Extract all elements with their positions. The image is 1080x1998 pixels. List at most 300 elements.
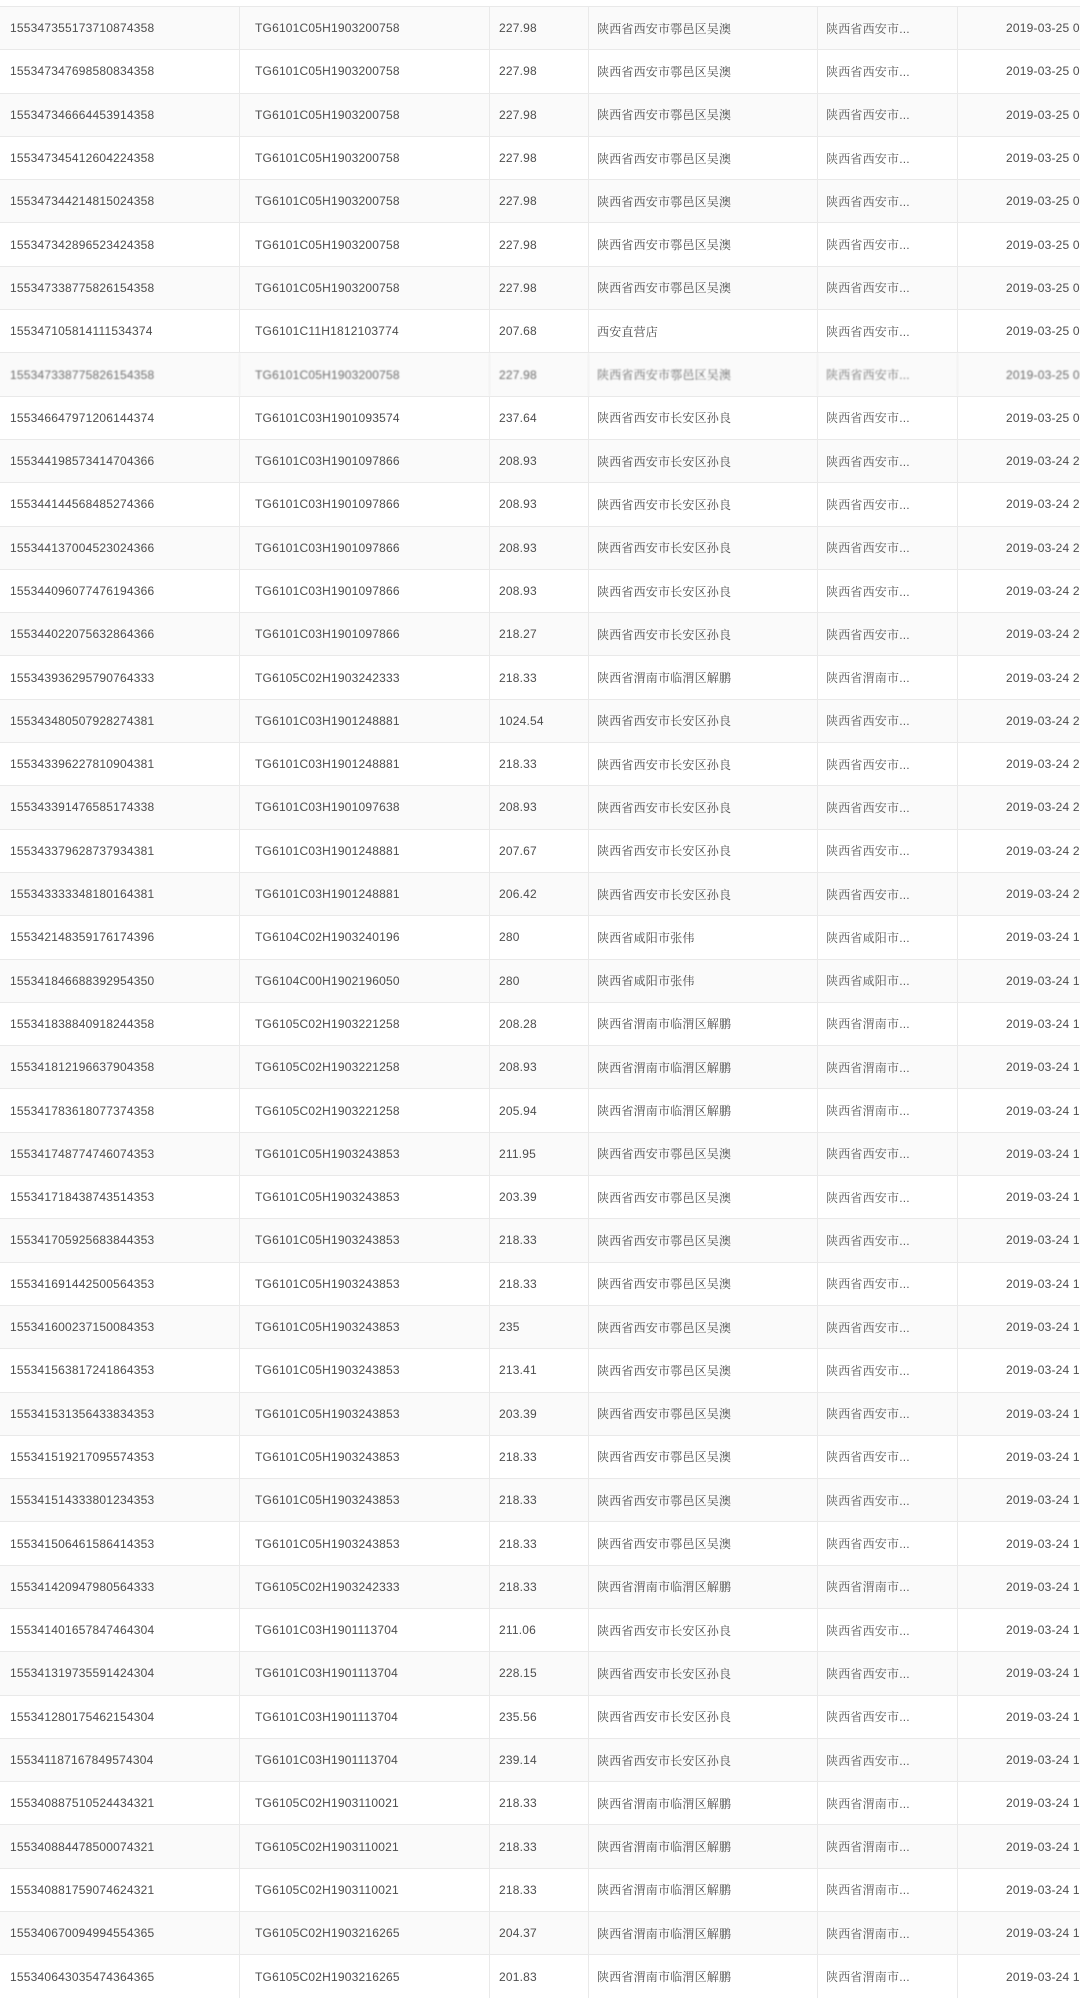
table-row[interactable] — [0, 397, 1080, 440]
table-row[interactable] — [0, 1782, 1080, 1825]
cell-product-code: TG6101C05H1903200758 — [240, 223, 490, 265]
cell-order-id: 155341319735591424304 — [0, 1652, 240, 1694]
cell-order-id: 155344096077476194366 — [0, 570, 240, 612]
table-row[interactable] — [0, 1912, 1080, 1955]
cell-product-code: TG6101C03H1901248881 — [240, 830, 490, 872]
cell-datetime: 2019-03-24 1 — [1006, 973, 1080, 988]
cell-address: 陕西省西安市鄠邑区吴澳 — [589, 267, 818, 309]
partial-row-top — [0, 0, 1080, 7]
table-row[interactable] — [0, 223, 1080, 266]
cell-datetime: 2019-03-24 1 — [1006, 1493, 1080, 1508]
cell-datetime: 2019-03-24 1 — [1006, 1536, 1080, 1551]
table-row[interactable] — [0, 656, 1080, 699]
cell-region-truncated: 陕西省西安市... — [818, 700, 958, 742]
cell-address: 陕西省西安市长安区孙良 — [589, 873, 818, 915]
cell-amount: 218.33 — [490, 1825, 589, 1867]
cell-product-code: TG6105C02H1903221258 — [240, 1046, 490, 1088]
cell-order-id: 155341846688392954350 — [0, 960, 240, 1002]
cell-order-id: 155341187167849574304 — [0, 1739, 240, 1781]
table-row[interactable] — [0, 1219, 1080, 1262]
cell-address: 陕西省西安市鄠邑区吴澳 — [589, 1263, 818, 1305]
cell-address: 陕西省西安市鄠邑区吴澳 — [589, 1393, 818, 1435]
cell-datetime: 2019-03-24 2 — [1006, 843, 1080, 858]
cell-region-truncated: 陕西省西安市... — [818, 223, 958, 265]
cell-order-id: 155344144568485274366 — [0, 483, 240, 525]
cell-amount: 227.98 — [490, 50, 589, 92]
cell-product-code: TG6105C02H1903242333 — [240, 656, 490, 698]
cell-address: 陕西省渭南市临渭区解鹏 — [589, 1566, 818, 1608]
cell-order-id: 155343379628737934381 — [0, 830, 240, 872]
cell-order-id: 155341506461586414353 — [0, 1522, 240, 1564]
cell-address: 陕西省西安市鄠邑区吴澳 — [589, 1522, 818, 1564]
cell-address: 陕西省渭南市临渭区解鹏 — [589, 1912, 818, 1954]
table-row[interactable] — [0, 94, 1080, 137]
cell-region-truncated: 陕西省西安市... — [818, 137, 958, 179]
cell-address: 陕西省西安市长安区孙良 — [589, 700, 818, 742]
cell-order-id: 155347344214815024358 — [0, 180, 240, 222]
cell-order-id: 155347346664453914358 — [0, 94, 240, 136]
table-row[interactable] — [0, 180, 1080, 223]
cell-amount: 280 — [490, 916, 589, 958]
cell-order-id: 155343396227810904381 — [0, 743, 240, 785]
cell-order-id: 155341280175462154304 — [0, 1696, 240, 1738]
cell-region-truncated: 陕西省西安市... — [818, 1133, 958, 1175]
table-row[interactable] — [0, 137, 1080, 180]
cell-order-id: 155340884478500074321 — [0, 1825, 240, 1867]
cell-address: 陕西省西安市鄠邑区吴澳 — [589, 1219, 818, 1261]
cell-datetime: 2019-03-24 2 — [1006, 627, 1080, 642]
cell-datetime: 2019-03-24 1 — [1006, 1969, 1080, 1984]
cell-address: 陕西省西安市鄠邑区吴澳 — [589, 1436, 818, 1478]
cell-region-truncated: 陕西省西安市... — [818, 310, 958, 352]
table-row[interactable] — [0, 1696, 1080, 1739]
cell-address: 陕西省西安市长安区孙良 — [589, 1609, 818, 1651]
cell-address: 陕西省西安市长安区孙良 — [589, 527, 818, 569]
cell-datetime: 2019-03-24 1 — [1006, 1190, 1080, 1205]
cell-product-code: TG6105C02H1903242333 — [240, 1566, 490, 1608]
cell-region-truncated: 陕西省西安市... — [818, 1176, 958, 1218]
cell-amount: 228.15 — [490, 1652, 589, 1694]
cell-datetime: 2019-03-24 2 — [1006, 713, 1080, 728]
cell-product-code: TG6105C02H1903110021 — [240, 1782, 490, 1824]
cell-amount: 218.33 — [490, 1566, 589, 1608]
cell-order-id: 155341812196637904358 — [0, 1046, 240, 1088]
cell-amount: 208.28 — [490, 1003, 589, 1045]
cell-region-truncated: 陕西省西安市... — [818, 397, 958, 439]
cell-datetime: 2019-03-25 0 — [1006, 194, 1080, 209]
cell-order-id: 155347105814111534374 — [0, 310, 240, 352]
cell-order-id: 155340881759074624321 — [0, 1869, 240, 1911]
cell-address: 陕西省西安市鄠邑区吴澳 — [589, 1349, 818, 1391]
cell-region-truncated: 陕西省西安市... — [818, 1479, 958, 1521]
cell-datetime: 2019-03-25 0 — [1006, 107, 1080, 122]
cell-address: 陕西省西安市长安区孙良 — [589, 397, 818, 439]
cell-address: 陕西省咸阳市张伟 — [589, 916, 818, 958]
cell-product-code: TG6101C05H1903243853 — [240, 1393, 490, 1435]
cell-amount: 218.33 — [490, 1869, 589, 1911]
table-row[interactable] — [0, 1869, 1080, 1912]
cell-product-code: TG6101C05H1903243853 — [240, 1219, 490, 1261]
table-body — [0, 7, 1080, 1998]
cell-datetime: 2019-03-24 1 — [1006, 1579, 1080, 1594]
cell-region-truncated: 陕西省西安市... — [818, 786, 958, 828]
cell-order-id: 155347345412604224358 — [0, 137, 240, 179]
table-row[interactable] — [0, 1652, 1080, 1695]
cell-amount: 227.98 — [490, 353, 589, 395]
cell-amount: 218.33 — [490, 743, 589, 785]
table-row[interactable] — [0, 1003, 1080, 1046]
cell-datetime: 2019-03-24 1 — [1006, 930, 1080, 945]
cell-datetime: 2019-03-25 0 — [1006, 151, 1080, 166]
table-row[interactable] — [0, 916, 1080, 959]
cell-region-truncated: 陕西省西安市... — [818, 1306, 958, 1348]
table-row[interactable] — [0, 743, 1080, 786]
table-row[interactable] — [0, 1739, 1080, 1782]
cell-product-code: TG6101C03H1901248881 — [240, 700, 490, 742]
cell-product-code: TG6101C11H1812103774 — [240, 310, 490, 352]
cell-region-truncated: 陕西省渭南市... — [818, 1046, 958, 1088]
cell-order-id: 155347338775826154358 — [0, 267, 240, 309]
cell-order-id: 155341718438743514353 — [0, 1176, 240, 1218]
cell-product-code: TG6101C03H1901097866 — [240, 613, 490, 655]
table-row[interactable] — [0, 50, 1080, 93]
cell-datetime: 2019-03-24 1 — [1006, 1276, 1080, 1291]
table-row[interactable] — [0, 483, 1080, 526]
cell-amount: 218.33 — [490, 1263, 589, 1305]
cell-product-code: TG6105C02H1903216265 — [240, 1912, 490, 1954]
cell-order-id: 155341420947980564333 — [0, 1566, 240, 1608]
cell-product-code: TG6104C00H1902196050 — [240, 960, 490, 1002]
cell-amount: 206.42 — [490, 873, 589, 915]
cell-amount: 211.06 — [490, 1609, 589, 1651]
cell-region-truncated: 陕西省渭南市... — [818, 1782, 958, 1824]
cell-region-truncated: 陕西省西安市... — [818, 613, 958, 655]
cell-amount: 208.93 — [490, 483, 589, 525]
table-row[interactable] — [0, 1263, 1080, 1306]
cell-address: 陕西省西安市长安区孙良 — [589, 743, 818, 785]
table-row[interactable] — [0, 1046, 1080, 1089]
cell-datetime: 2019-03-24 1 — [1006, 1363, 1080, 1378]
cell-product-code: TG6101C05H1903200758 — [240, 353, 490, 395]
cell-amount: 280 — [490, 960, 589, 1002]
table-row[interactable] — [0, 700, 1080, 743]
table-row[interactable] — [0, 353, 1080, 396]
cell-order-id: 155341401657847464304 — [0, 1609, 240, 1651]
cell-product-code: TG6101C03H1901097866 — [240, 570, 490, 612]
cell-amount: 218.27 — [490, 613, 589, 655]
cell-order-id: 155347355173710874358 — [0, 7, 240, 49]
cell-region-truncated: 陕西省西安市... — [818, 1219, 958, 1261]
cell-region-truncated: 陕西省渭南市... — [818, 1912, 958, 1954]
cell-address: 陕西省西安市鄠邑区吴澳 — [589, 1133, 818, 1175]
cell-address: 陕西省咸阳市张伟 — [589, 960, 818, 1002]
cell-region-truncated: 陕西省西安市... — [818, 1652, 958, 1694]
table-row[interactable] — [0, 960, 1080, 1003]
cell-product-code: TG6101C03H1901097638 — [240, 786, 490, 828]
cell-amount: 207.67 — [490, 830, 589, 872]
cell-order-id: 155347338775826154358 — [0, 353, 240, 395]
cell-amount: 227.98 — [490, 180, 589, 222]
cell-datetime: 2019-03-24 1 — [1006, 1926, 1080, 1941]
cell-region-truncated: 陕西省西安市... — [818, 1436, 958, 1478]
cell-region-truncated: 陕西省西安市... — [818, 1609, 958, 1651]
cell-address: 陕西省西安市鄠邑区吴澳 — [589, 1306, 818, 1348]
cell-order-id: 155341600237150084353 — [0, 1306, 240, 1348]
cell-address: 陕西省渭南市临渭区解鹏 — [589, 1089, 818, 1131]
cell-product-code: TG6101C05H1903200758 — [240, 267, 490, 309]
table-row[interactable] — [0, 873, 1080, 916]
table-row[interactable] — [0, 1393, 1080, 1436]
cell-address: 陕西省西安市长安区孙良 — [589, 440, 818, 482]
cell-product-code: TG6101C03H1901097866 — [240, 483, 490, 525]
cell-product-code: TG6104C02H1903240196 — [240, 916, 490, 958]
cell-datetime: 2019-03-24 2 — [1006, 454, 1080, 469]
cell-order-id: 155343333348180164381 — [0, 873, 240, 915]
cell-order-id: 155343391476585174338 — [0, 786, 240, 828]
cell-region-truncated: 陕西省西安市... — [818, 440, 958, 482]
cell-amount: 208.93 — [490, 440, 589, 482]
cell-address: 陕西省渭南市临渭区解鹏 — [589, 1869, 818, 1911]
cell-amount: 239.14 — [490, 1739, 589, 1781]
cell-address: 陕西省渭南市临渭区解鹏 — [589, 1955, 818, 1997]
cell-datetime: 2019-03-24 1 — [1006, 1666, 1080, 1681]
cell-datetime: 2019-03-24 1 — [1006, 1016, 1080, 1031]
cell-address: 陕西省渭南市临渭区解鹏 — [589, 1003, 818, 1045]
cell-datetime: 2019-03-24 1 — [1006, 1796, 1080, 1811]
cell-datetime: 2019-03-24 1 — [1006, 1882, 1080, 1897]
cell-region-truncated: 陕西省西安市... — [818, 94, 958, 136]
cell-order-id: 155341531356433834353 — [0, 1393, 240, 1435]
cell-datetime: 2019-03-24 1 — [1006, 1146, 1080, 1161]
cell-order-id: 155341519217095574353 — [0, 1436, 240, 1478]
cell-region-truncated: 陕西省渭南市... — [818, 1089, 958, 1131]
cell-amount: 218.33 — [490, 1219, 589, 1261]
cell-datetime: 2019-03-24 2 — [1006, 670, 1080, 685]
cell-region-truncated: 陕西省渭南市... — [818, 1869, 958, 1911]
cell-datetime: 2019-03-25 0 — [1006, 280, 1080, 295]
cell-datetime: 2019-03-25 0 — [1006, 64, 1080, 79]
cell-product-code: TG6101C05H1903200758 — [240, 94, 490, 136]
cell-amount: 201.83 — [490, 1955, 589, 1997]
cell-order-id: 155340887510524434321 — [0, 1782, 240, 1824]
cell-amount: 227.98 — [490, 7, 589, 49]
cell-datetime: 2019-03-24 2 — [1006, 584, 1080, 598]
table-row[interactable] — [0, 267, 1080, 310]
table-row[interactable] — [0, 310, 1080, 353]
cell-datetime: 2019-03-24 1 — [1006, 1103, 1080, 1118]
cell-product-code: TG6101C03H1901113704 — [240, 1652, 490, 1694]
cell-order-id: 155341563817241864353 — [0, 1349, 240, 1391]
cell-region-truncated: 陕西省西安市... — [818, 830, 958, 872]
cell-region-truncated: 陕西省渭南市... — [818, 1955, 958, 1997]
cell-region-truncated: 陕西省渭南市... — [818, 1566, 958, 1608]
cell-region-truncated: 陕西省西安市... — [818, 1696, 958, 1738]
cell-amount: 235 — [490, 1306, 589, 1348]
cell-datetime: 2019-03-24 1 — [1006, 1060, 1080, 1075]
table-row[interactable] — [0, 1825, 1080, 1868]
cell-address: 陕西省渭南市临渭区解鹏 — [589, 656, 818, 698]
cell-amount: 237.64 — [490, 397, 589, 439]
cell-order-id: 155341783618077374358 — [0, 1089, 240, 1131]
cell-order-id: 155341705925683844353 — [0, 1219, 240, 1261]
cell-order-id: 155342148359176174396 — [0, 916, 240, 958]
cell-datetime: 2019-03-24 1 — [1006, 1623, 1080, 1638]
cell-region-truncated: 陕西省西安市... — [818, 570, 958, 612]
cell-datetime: 2019-03-25 0 — [1006, 324, 1080, 339]
cell-region-truncated: 陕西省西安市... — [818, 873, 958, 915]
cell-order-id: 155344022075632864366 — [0, 613, 240, 655]
cell-order-id: 155343480507928274381 — [0, 700, 240, 742]
cell-address: 陕西省西安市长安区孙良 — [589, 1739, 818, 1781]
cell-amount: 207.68 — [490, 310, 589, 352]
table-row[interactable] — [0, 527, 1080, 570]
cell-datetime: 2019-03-24 1 — [1006, 1753, 1080, 1768]
cell-region-truncated: 陕西省咸阳市... — [818, 960, 958, 1002]
table-row[interactable] — [0, 613, 1080, 656]
cell-order-id: 155347347698580834358 — [0, 50, 240, 92]
cell-amount: 218.33 — [490, 1522, 589, 1564]
table-row[interactable] — [0, 1479, 1080, 1522]
cell-address: 陕西省西安市长安区孙良 — [589, 570, 818, 612]
cell-product-code: TG6105C02H1903221258 — [240, 1003, 490, 1045]
cell-product-code: TG6101C03H1901248881 — [240, 743, 490, 785]
cell-product-code: TG6101C03H1901248881 — [240, 873, 490, 915]
cell-amount: 211.95 — [490, 1133, 589, 1175]
cell-datetime: 2019-03-24 1 — [1006, 1320, 1080, 1335]
cell-product-code: TG6101C05H1903200758 — [240, 50, 490, 92]
cell-product-code: TG6101C05H1903243853 — [240, 1479, 490, 1521]
cell-address: 陕西省渭南市临渭区解鹏 — [589, 1046, 818, 1088]
table-row[interactable] — [0, 1566, 1080, 1609]
cell-address: 陕西省西安市鄠邑区吴澳 — [589, 353, 818, 395]
cell-order-id: 155344198573414704366 — [0, 440, 240, 482]
cell-address: 陕西省西安市鄠邑区吴澳 — [589, 137, 818, 179]
cell-amount: 227.98 — [490, 267, 589, 309]
cell-address: 陕西省渭南市临渭区解鹏 — [589, 1782, 818, 1824]
table-row[interactable] — [0, 570, 1080, 613]
cell-amount: 213.41 — [490, 1349, 589, 1391]
cell-datetime: 2019-03-25 0 — [1006, 21, 1080, 36]
cell-address: 陕西省西安市长安区孙良 — [589, 1652, 818, 1694]
cell-datetime: 2019-03-24 1 — [1006, 1709, 1080, 1724]
table-row[interactable] — [0, 7, 1080, 50]
cell-datetime: 2019-03-24 1 — [1006, 1233, 1080, 1248]
cell-product-code: TG6105C02H1903221258 — [240, 1089, 490, 1131]
cell-product-code: TG6101C05H1903243853 — [240, 1263, 490, 1305]
cell-order-id: 155341748774746074353 — [0, 1133, 240, 1175]
cell-region-truncated: 陕西省西安市... — [818, 353, 958, 395]
cell-amount: 208.93 — [490, 570, 589, 612]
cell-address: 陕西省西安市鄠邑区吴澳 — [589, 223, 818, 265]
cell-product-code: TG6101C05H1903243853 — [240, 1522, 490, 1564]
cell-address: 陕西省西安市长安区孙良 — [589, 786, 818, 828]
cell-product-code: TG6101C05H1903243853 — [240, 1176, 490, 1218]
table-row[interactable] — [0, 1436, 1080, 1479]
cell-region-truncated: 陕西省渭南市... — [818, 656, 958, 698]
cell-address: 陕西省西安市鄠邑区吴澳 — [589, 1479, 818, 1521]
cell-amount: 205.94 — [490, 1089, 589, 1131]
table-row[interactable] — [0, 1133, 1080, 1176]
table-row[interactable] — [0, 1349, 1080, 1392]
cell-datetime: 2019-03-25 0 — [1006, 410, 1080, 425]
cell-region-truncated: 陕西省西安市... — [818, 1739, 958, 1781]
table-row[interactable] — [0, 1089, 1080, 1132]
cell-address: 陕西省西安市鄠邑区吴澳 — [589, 50, 818, 92]
cell-product-code: TG6101C03H1901097866 — [240, 440, 490, 482]
cell-address: 陕西省西安市长安区孙良 — [589, 483, 818, 525]
cell-address: 陕西省西安市长安区孙良 — [589, 1696, 818, 1738]
cell-region-truncated: 陕西省西安市... — [818, 1263, 958, 1305]
cell-datetime: 2019-03-24 2 — [1006, 497, 1080, 512]
cell-product-code: TG6101C05H1903200758 — [240, 7, 490, 49]
cell-address: 陕西省西安市长安区孙良 — [589, 613, 818, 655]
cell-order-id: 155341514333801234353 — [0, 1479, 240, 1521]
table-row[interactable] — [0, 830, 1080, 873]
cell-region-truncated: 陕西省西安市... — [818, 483, 958, 525]
cell-product-code: TG6101C03H1901113704 — [240, 1696, 490, 1738]
cell-order-id: 155341691442500564353 — [0, 1263, 240, 1305]
cell-region-truncated: 陕西省渭南市... — [818, 1825, 958, 1867]
table-row[interactable] — [0, 440, 1080, 483]
table-row[interactable] — [0, 1609, 1080, 1652]
cell-region-truncated: 陕西省咸阳市... — [818, 916, 958, 958]
cell-address: 陕西省渭南市临渭区解鹏 — [589, 1825, 818, 1867]
cell-datetime: 2019-03-24 2 — [1006, 887, 1080, 902]
cell-address: 陕西省西安市长安区孙良 — [589, 830, 818, 872]
cell-amount: 227.98 — [490, 137, 589, 179]
cell-region-truncated: 陕西省西安市... — [818, 1393, 958, 1435]
cell-datetime: 2019-03-24 2 — [1006, 540, 1080, 555]
cell-amount: 227.98 — [490, 223, 589, 265]
cell-address: 陕西省西安市鄠邑区吴澳 — [589, 180, 818, 222]
cell-region-truncated: 陕西省西安市... — [818, 267, 958, 309]
cell-amount: 204.37 — [490, 1912, 589, 1954]
cell-amount: 208.93 — [490, 786, 589, 828]
cell-order-id: 155344137004523024366 — [0, 527, 240, 569]
cell-amount: 1024.54 — [490, 700, 589, 742]
table-row[interactable] — [0, 1306, 1080, 1349]
cell-region-truncated: 陕西省西安市... — [818, 7, 958, 49]
cell-address: 西安直营店 — [589, 310, 818, 352]
cell-region-truncated: 陕西省西安市... — [818, 527, 958, 569]
cell-amount: 203.39 — [490, 1176, 589, 1218]
cell-datetime: 2019-03-24 2 — [1006, 800, 1080, 815]
cell-amount: 218.33 — [490, 1782, 589, 1824]
cell-product-code: TG6101C05H1903243853 — [240, 1436, 490, 1478]
table-row[interactable] — [0, 786, 1080, 829]
cell-product-code: TG6101C03H1901093574 — [240, 397, 490, 439]
cell-product-code: TG6105C02H1903110021 — [240, 1825, 490, 1867]
cell-region-truncated: 陕西省西安市... — [818, 1522, 958, 1564]
cell-datetime: 2019-03-24 1 — [1006, 1839, 1080, 1854]
cell-region-truncated: 陕西省西安市... — [818, 50, 958, 92]
cell-order-id: 155347342896523424358 — [0, 223, 240, 265]
cell-order-id: 155340670094994554365 — [0, 1912, 240, 1954]
cell-amount: 235.56 — [490, 1696, 589, 1738]
cell-datetime: 2019-03-24 1 — [1006, 1449, 1080, 1464]
cell-order-id: 155346647971206144374 — [0, 397, 240, 439]
cell-amount: 218.33 — [490, 656, 589, 698]
cell-region-truncated: 陕西省渭南市... — [818, 1003, 958, 1045]
cell-amount: 227.98 — [490, 94, 589, 136]
table-row[interactable] — [0, 1522, 1080, 1565]
cell-datetime: 2019-03-25 0 — [1006, 237, 1080, 252]
cell-product-code: TG6105C02H1903110021 — [240, 1869, 490, 1911]
cell-address: 陕西省西安市鄠邑区吴澳 — [589, 1176, 818, 1218]
table-row[interactable] — [0, 1955, 1080, 1998]
table-row[interactable] — [0, 1176, 1080, 1219]
cell-amount: 218.33 — [490, 1436, 589, 1478]
